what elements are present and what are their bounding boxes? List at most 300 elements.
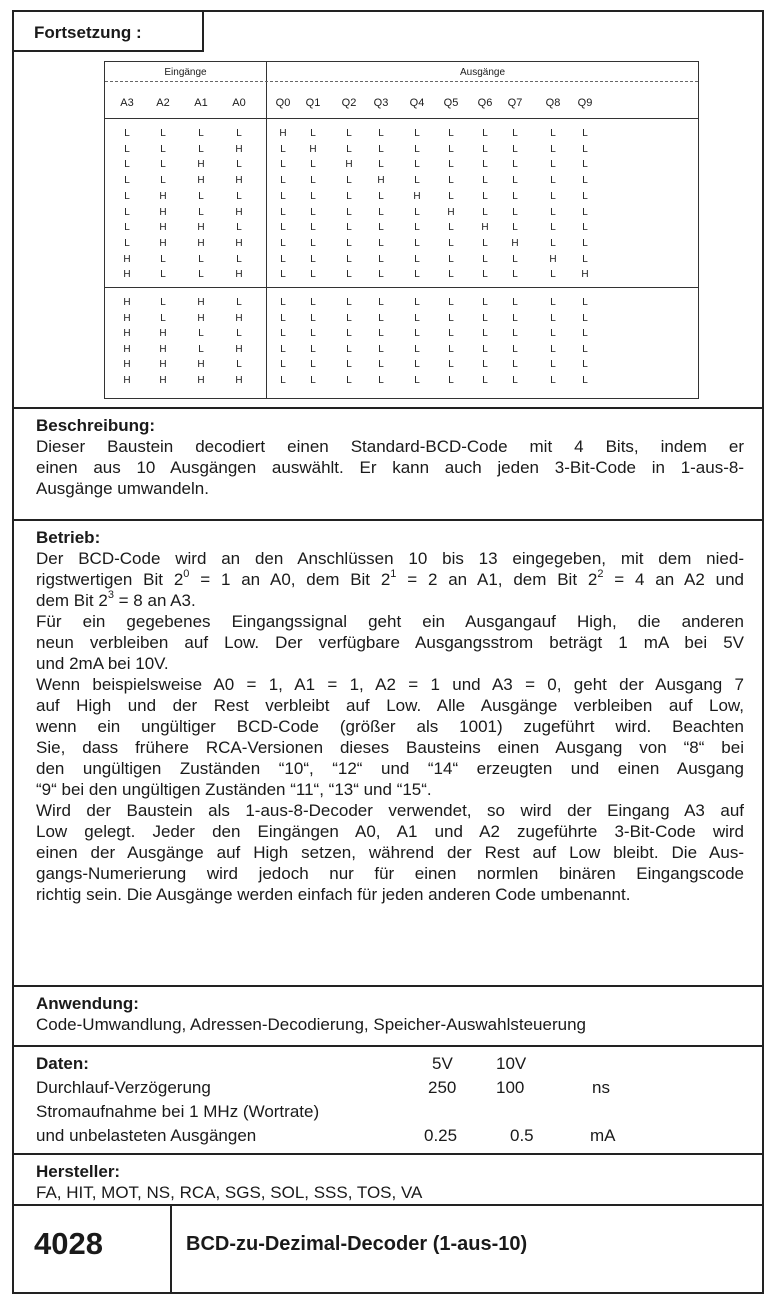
- table-cell: L: [346, 312, 352, 324]
- table-cell: L: [378, 269, 384, 281]
- table-cell: L: [124, 159, 130, 171]
- column-header: Q1: [305, 97, 321, 109]
- continuation-label: Fortsetzung :: [14, 12, 204, 52]
- table-cell: L: [550, 222, 556, 234]
- table-cell: L: [346, 222, 352, 234]
- table-cell: H: [481, 222, 489, 234]
- daten-row1-label: Durchlauf-Verzögerung: [36, 1078, 211, 1097]
- text-line: Ausgänge umwandeln.: [36, 479, 209, 498]
- table-cell: L: [414, 222, 420, 234]
- table-cell: H: [159, 206, 167, 218]
- table-cell: H: [159, 190, 167, 202]
- table-cell: H: [197, 312, 205, 324]
- table-cell: L: [310, 253, 316, 265]
- daten-col-5v: 5V: [432, 1054, 453, 1073]
- table-cell: L: [482, 206, 488, 218]
- table-cell: L: [482, 374, 488, 386]
- table-cell: L: [512, 343, 518, 355]
- table-cell: L: [378, 190, 384, 202]
- table-cell: L: [448, 374, 454, 386]
- text-line: Für ein gegebenes Eingangssignal geht ein Ausgangauf High, die anderen: [36, 612, 744, 631]
- table-cell: H: [235, 343, 243, 355]
- table-cell: L: [582, 328, 588, 339]
- table-cell: L: [280, 328, 286, 339]
- table-cell: L: [448, 328, 454, 339]
- table-cell: L: [512, 128, 518, 139]
- table-cell: L: [198, 269, 204, 281]
- table-cell: L: [280, 359, 286, 370]
- column-header: Q9: [577, 97, 593, 109]
- table-cell: H: [159, 222, 167, 234]
- text-line: einen der Ausgänge auf High setzen, während der Rest auf Low bleibt. Die Aus-: [36, 843, 744, 862]
- table-cell: L: [378, 253, 384, 265]
- table-cell: L: [512, 190, 518, 202]
- table-cell: L: [482, 128, 488, 139]
- table-cell: L: [482, 269, 488, 281]
- table-cell: L: [582, 359, 588, 370]
- hersteller-heading: Hersteller:: [36, 1162, 121, 1181]
- table-cell: L: [310, 159, 316, 171]
- table-cell: L: [160, 297, 166, 308]
- table-cell: H: [511, 237, 519, 249]
- text-line: wenn ein ungültiger BCD-Code (größer als 1001) zugeführt wird. Beachten: [36, 717, 744, 736]
- column-header: Q6: [477, 97, 493, 109]
- table-cell: L: [346, 128, 352, 139]
- section-daten: [14, 1045, 762, 1153]
- table-cell: L: [124, 175, 130, 187]
- table-cell: L: [448, 253, 454, 265]
- table-cell: L: [310, 206, 316, 218]
- table-cell: H: [159, 374, 167, 386]
- footer-bar: [14, 1204, 762, 1292]
- table-cell: L: [448, 312, 454, 324]
- table-cell: H: [447, 206, 455, 218]
- table-cell: L: [414, 175, 420, 187]
- part-number: 4028: [14, 1206, 172, 1292]
- text-line: gangs-Numerierung wird jedoch nur für einen normlen binären Eingangscode: [36, 864, 744, 883]
- table-cell: L: [346, 190, 352, 202]
- table-cell: L: [280, 143, 286, 155]
- table-cell: L: [414, 374, 420, 386]
- table-cell: L: [582, 297, 588, 308]
- table-cell: L: [124, 128, 130, 139]
- table-cell: L: [582, 190, 588, 202]
- table-cell: L: [414, 253, 420, 265]
- table-cell: L: [482, 175, 488, 187]
- table-cell: H: [197, 222, 205, 234]
- table-cell: L: [414, 269, 420, 281]
- table-cell: L: [280, 297, 286, 308]
- table-cell: L: [310, 190, 316, 202]
- table-cell: L: [198, 253, 204, 265]
- text-line: Dieser Baustein decodiert einen Standard-BCD-Code mit 4 Bits, indem er: [36, 437, 744, 456]
- text-line: Sie, dass frühere RCA-Versionen dieses Bausteins einen Ausgang von “8“ bei: [36, 738, 744, 757]
- column-header: Q0: [275, 97, 291, 109]
- table-cell: L: [512, 159, 518, 171]
- table-cell: L: [550, 128, 556, 139]
- text-line: einen aus 10 Ausgängen auswählt. Er kann auch jeden 3-Bit-Code in 1-aus-8-: [36, 458, 744, 477]
- table-cell: L: [448, 359, 454, 370]
- table-cell: L: [236, 253, 242, 265]
- text-line: Wird der Baustein als 1-aus-8-Decoder verwendet, so wird der Eingang A3 auf: [36, 801, 744, 820]
- table-cell: L: [310, 128, 316, 139]
- table-cell: L: [512, 253, 518, 265]
- table-cell: H: [123, 297, 131, 308]
- table-cell: L: [280, 253, 286, 265]
- table-cell: L: [378, 206, 384, 218]
- daten-row1-unit: ns: [592, 1078, 610, 1097]
- table-cell: H: [309, 143, 317, 155]
- table-cell: H: [235, 312, 243, 324]
- text-fragment: = 1 an A0, dem Bit 2: [189, 570, 391, 589]
- table-group-rule: [105, 287, 698, 288]
- table-cell: H: [159, 328, 167, 339]
- column-header: A3: [120, 97, 134, 109]
- table-cell: L: [512, 312, 518, 324]
- text-line: [36, 590, 744, 611]
- table-cell: H: [197, 159, 205, 171]
- text-line: richtig sein. Die Ausgänge werden einfach für jeden anderen Code umbenannt.: [36, 885, 631, 904]
- table-cell: L: [550, 359, 556, 370]
- column-header: A0: [232, 97, 246, 109]
- table-cell: L: [198, 328, 204, 339]
- table-cell: L: [512, 328, 518, 339]
- table-cell: L: [236, 159, 242, 171]
- exponent: 1: [390, 568, 397, 581]
- table-cell: H: [279, 128, 287, 139]
- section-betrieb: [14, 519, 762, 985]
- table-cell: L: [346, 374, 352, 386]
- table-cell: L: [512, 269, 518, 281]
- hersteller-text: FA, HIT, MOT, NS, RCA, SGS, SOL, SSS, TOS, VA: [36, 1183, 423, 1202]
- beschreibung-text: [36, 436, 744, 499]
- table-cell: L: [346, 175, 352, 187]
- table-cell: L: [280, 175, 286, 187]
- table-cell: L: [512, 374, 518, 386]
- column-header: A2: [156, 97, 170, 109]
- table-cell: L: [482, 237, 488, 249]
- table-dashed-rule: [105, 81, 698, 82]
- table-cell: L: [482, 190, 488, 202]
- table-cell: L: [346, 359, 352, 370]
- table-cell: L: [378, 297, 384, 308]
- table-cell: L: [378, 143, 384, 155]
- table-cell: L: [482, 312, 488, 324]
- table-cell: L: [280, 159, 286, 171]
- table-cell: H: [235, 269, 243, 281]
- table-cell: L: [414, 206, 420, 218]
- table-cell: H: [159, 359, 167, 370]
- table-cell: L: [236, 297, 242, 308]
- table-cell: L: [550, 159, 556, 171]
- table-cell: L: [124, 190, 130, 202]
- text-line: auf High und der Rest verbleibt auf Low. Alle Ausgänge verbleiben auf Low,: [36, 696, 744, 715]
- table-cell: L: [414, 359, 420, 370]
- table-cell: H: [159, 237, 167, 249]
- table-cell: L: [310, 297, 316, 308]
- table-cell: L: [198, 143, 204, 155]
- table-cell: L: [310, 359, 316, 370]
- section-anwendung: [14, 985, 762, 1045]
- table-cell: L: [346, 269, 352, 281]
- text-line: Wenn beispielsweise A0 = 1, A1 = 1, A2 = 1 und A3 = 0, geht der Ausgang 7: [36, 675, 744, 694]
- table-cell: L: [124, 222, 130, 234]
- table-cell: L: [582, 237, 588, 249]
- table-cell: L: [582, 143, 588, 155]
- table-cell: L: [236, 328, 242, 339]
- table-cell: L: [280, 237, 286, 249]
- column-header: Q5: [443, 97, 459, 109]
- column-header: Q2: [341, 97, 357, 109]
- daten-row2-5v: 0.25: [424, 1126, 458, 1145]
- table-cell: L: [198, 190, 204, 202]
- table-cell: L: [582, 222, 588, 234]
- table-cell: L: [346, 206, 352, 218]
- table-cell: L: [378, 312, 384, 324]
- table-cell: L: [414, 343, 420, 355]
- table-cell: L: [378, 359, 384, 370]
- text-fragment: dem Bit 2: [36, 591, 108, 610]
- table-cell: L: [448, 190, 454, 202]
- table-cell: H: [235, 175, 243, 187]
- table-cell: L: [346, 328, 352, 339]
- table-cell: L: [378, 374, 384, 386]
- betrieb-heading: Betrieb:: [36, 528, 101, 547]
- table-cell: L: [124, 237, 130, 249]
- anwendung-heading: Anwendung:: [36, 994, 139, 1013]
- table-cell: L: [280, 206, 286, 218]
- table-cell: L: [550, 343, 556, 355]
- table-cell: L: [550, 175, 556, 187]
- column-header: Q7: [507, 97, 523, 109]
- table-cell: L: [550, 206, 556, 218]
- table-cell: L: [482, 159, 488, 171]
- table-cell: L: [198, 128, 204, 139]
- table-cell: L: [582, 128, 588, 139]
- table-cell: H: [235, 237, 243, 249]
- table-cell: L: [310, 269, 316, 281]
- table-cell: L: [448, 159, 454, 171]
- table-cell: L: [482, 343, 488, 355]
- table-cell: L: [378, 159, 384, 171]
- table-cell: L: [346, 253, 352, 265]
- table-cell: L: [310, 374, 316, 386]
- daten-row2-10v: 0.5: [510, 1126, 534, 1145]
- table-cell: L: [448, 222, 454, 234]
- table-cell: L: [512, 143, 518, 155]
- table-cell: L: [482, 253, 488, 265]
- text-line: Der BCD-Code wird an den Anschlüssen 10 bis 13 eingegeben, mit dem nied-: [36, 549, 744, 568]
- table-cell: L: [582, 374, 588, 386]
- table-cell: L: [414, 297, 420, 308]
- table-cell: L: [310, 328, 316, 339]
- table-cell: L: [280, 190, 286, 202]
- table-cell: L: [280, 343, 286, 355]
- table-cell: H: [159, 343, 167, 355]
- table-cell: L: [448, 343, 454, 355]
- table-cell: H: [123, 359, 131, 370]
- table-cell: L: [414, 312, 420, 324]
- table-cell: L: [160, 159, 166, 171]
- table-cell: L: [310, 343, 316, 355]
- table-cell: L: [582, 343, 588, 355]
- table-cell: L: [160, 269, 166, 281]
- table-cell: L: [346, 143, 352, 155]
- outputs-group-label: Ausgänge: [459, 67, 506, 78]
- table-cell: L: [378, 328, 384, 339]
- betrieb-paragraph-4: [36, 800, 744, 905]
- table-cell: L: [482, 143, 488, 155]
- table-cell: L: [414, 159, 420, 171]
- table-cell: H: [123, 253, 131, 265]
- table-cell: L: [512, 175, 518, 187]
- table-cell: L: [346, 237, 352, 249]
- table-cell: L: [378, 128, 384, 139]
- table-cell: L: [346, 297, 352, 308]
- table-cell: L: [378, 237, 384, 249]
- table-cell: L: [198, 206, 204, 218]
- table-cell: H: [197, 297, 205, 308]
- column-header: Q8: [545, 97, 561, 109]
- table-cell: H: [377, 175, 385, 187]
- column-header: A1: [194, 97, 208, 109]
- table-cell: L: [550, 312, 556, 324]
- betrieb-paragraph-3: [36, 674, 744, 800]
- table-cell: L: [124, 143, 130, 155]
- table-cell: L: [414, 128, 420, 139]
- text-line: den ungültigen Zuständen “10“, “12“ und “14“ erzeugten und einen Ausgang: [36, 759, 744, 778]
- exponent: 2: [597, 568, 604, 581]
- table-cell: L: [482, 359, 488, 370]
- table-divider: [266, 62, 267, 398]
- table-cell: L: [582, 253, 588, 265]
- part-name: BCD-zu-Dezimal-Decoder (1-aus-10): [186, 1233, 528, 1255]
- daten-row2-unit: mA: [590, 1126, 616, 1145]
- table-cell: L: [448, 143, 454, 155]
- daten-col-10v: 10V: [496, 1054, 527, 1073]
- table-cell: L: [512, 206, 518, 218]
- table-cell: L: [160, 128, 166, 139]
- table-cell: L: [448, 269, 454, 281]
- text-fragment: = 8 an A3.: [113, 591, 196, 610]
- datasheet-card: [12, 10, 764, 1294]
- betrieb-paragraph-1: [36, 548, 744, 611]
- text-fragment: rigstwertigen Bit 2: [36, 570, 184, 589]
- beschreibung-heading: Beschreibung:: [36, 416, 156, 435]
- table-cell: L: [582, 312, 588, 324]
- table-cell: L: [160, 143, 166, 155]
- text-line: “9“ bei den ungültigen Zuständen “11“, “13“ und “15“.: [36, 780, 432, 799]
- table-cell: L: [310, 175, 316, 187]
- table-cell: H: [197, 374, 205, 386]
- text-line: und 2mA bei 10V.: [36, 654, 169, 673]
- table-cell: L: [310, 237, 316, 249]
- table-cell: L: [550, 374, 556, 386]
- table-cell: H: [549, 253, 557, 265]
- table-cell: L: [236, 190, 242, 202]
- betrieb-paragraph-2: [36, 611, 744, 674]
- table-cell: L: [512, 359, 518, 370]
- table-cell: L: [310, 312, 316, 324]
- table-cell: L: [550, 297, 556, 308]
- daten-row2-label-1: Stromaufnahme bei 1 MHz (Wortrate): [36, 1102, 320, 1121]
- table-cell: H: [235, 206, 243, 218]
- daten-row2-label-2: und unbelasteten Ausgängen: [36, 1126, 257, 1145]
- text-line: [36, 569, 744, 590]
- table-cell: L: [280, 269, 286, 281]
- table-cell: L: [378, 343, 384, 355]
- table-cell: H: [123, 312, 131, 324]
- column-header: Q3: [373, 97, 389, 109]
- table-cell: L: [160, 312, 166, 324]
- inputs-group-label: Eingänge: [164, 67, 207, 78]
- daten-heading: Daten:: [36, 1054, 89, 1073]
- table-cell: L: [448, 128, 454, 139]
- table-cell: L: [550, 190, 556, 202]
- table-cell: L: [550, 269, 556, 281]
- table-cell: H: [123, 269, 131, 281]
- table-cell: L: [346, 343, 352, 355]
- table-cell: L: [482, 297, 488, 308]
- section-hersteller: [14, 1153, 762, 1204]
- table-cell: L: [448, 175, 454, 187]
- table-cell: L: [550, 328, 556, 339]
- daten-row1-10v: 100: [496, 1078, 525, 1097]
- table-cell: L: [378, 222, 384, 234]
- table-header-rule: [105, 118, 698, 119]
- table-cell: H: [123, 328, 131, 339]
- table-cell: L: [512, 297, 518, 308]
- table-cell: H: [197, 359, 205, 370]
- table-cell: L: [582, 159, 588, 171]
- table-cell: L: [414, 328, 420, 339]
- table-cell: L: [582, 206, 588, 218]
- table-cell: L: [124, 206, 130, 218]
- table-cell: L: [550, 237, 556, 249]
- table-cell: L: [414, 237, 420, 249]
- table-cell: L: [280, 312, 286, 324]
- table-cell: L: [582, 175, 588, 187]
- daten-row1-5v: 250: [428, 1078, 457, 1097]
- table-cell: H: [197, 175, 205, 187]
- exponent: 0: [183, 568, 190, 581]
- table-cell: L: [160, 253, 166, 265]
- table-cell: H: [413, 190, 421, 202]
- table-cell: L: [448, 297, 454, 308]
- text-fragment: = 4 an A2 und: [603, 570, 744, 589]
- exponent: 3: [107, 589, 114, 602]
- table-cell: L: [236, 128, 242, 139]
- column-header: Q4: [409, 97, 425, 109]
- table-cell: H: [123, 343, 131, 355]
- text-fragment: = 2 an A1, dem Bit 2: [396, 570, 598, 589]
- text-line: neun verbleiben auf Low. Der verfügbare Ausgangsstrom beträgt 1 mA bei 5V: [36, 633, 744, 652]
- table-cell: H: [345, 159, 353, 171]
- table-cell: L: [236, 222, 242, 234]
- table-cell: L: [414, 143, 420, 155]
- table-cell: H: [235, 143, 243, 155]
- table-cell: L: [550, 143, 556, 155]
- anwendung-text: Code-Umwandlung, Adressen-Decodierung, Speicher-Auswahlsteuerung: [36, 1015, 586, 1034]
- table-cell: H: [581, 269, 589, 281]
- text-line: Low gelegt. Jeder den Eingängen A0, A1 und A2 zugeführte 3-Bit-Code wird: [36, 822, 744, 841]
- table-cell: L: [482, 328, 488, 339]
- table-cell: L: [512, 222, 518, 234]
- table-cell: L: [280, 374, 286, 386]
- table-cell: L: [448, 237, 454, 249]
- table-cell: L: [160, 175, 166, 187]
- table-cell: H: [235, 374, 243, 386]
